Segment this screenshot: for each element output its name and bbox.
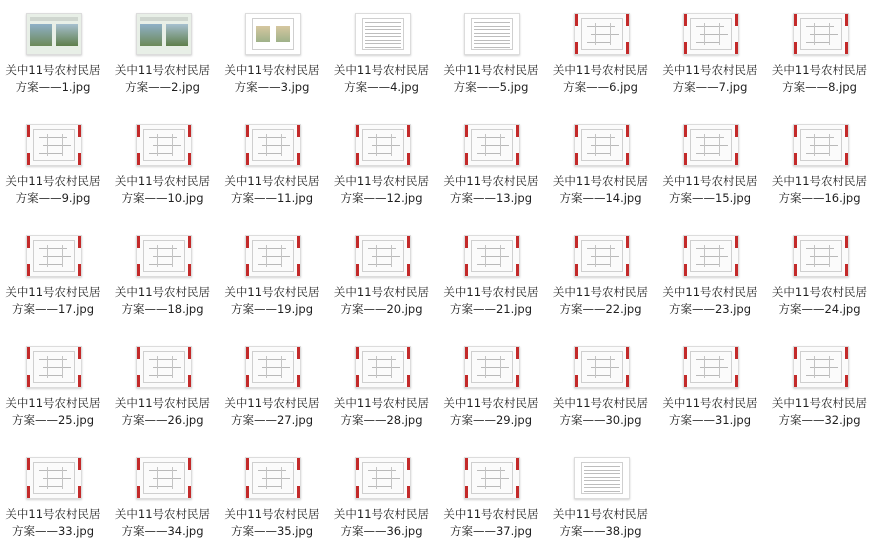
file-thumbnail-icon: [355, 346, 411, 388]
file-name-line2: 方案——30.jpg: [559, 413, 642, 427]
file-name-line2: 方案——23.jpg: [668, 302, 752, 316]
file-name-line1: 关中11号农村民居: [224, 63, 320, 77]
file-thumbnail-icon: [464, 457, 520, 499]
file-thumbnail-icon: [26, 124, 82, 166]
file-name-line2: 方案——10.jpg: [121, 191, 204, 205]
file-name-line2: 方案——9.jpg: [15, 191, 91, 205]
file-name-label: [220, 173, 324, 207]
file-name-label: [549, 506, 653, 540]
file-thumbnail-icon: [683, 346, 739, 388]
file-thumbnail-icon: [574, 235, 630, 277]
file-name-line1: 关中11号农村民居: [771, 174, 868, 188]
file-name-label: [1, 395, 105, 429]
file-item[interactable]: [111, 116, 215, 226]
file-item[interactable]: [1, 116, 105, 226]
file-name-line1: 关中11号农村民居: [5, 63, 101, 77]
file-thumbnail-icon: [355, 457, 411, 499]
file-item[interactable]: [658, 5, 762, 115]
file-thumbnail-icon: [136, 346, 192, 388]
file-name-label: [658, 62, 762, 96]
file-name-line1: 关中11号农村民居: [5, 174, 101, 188]
file-name-label: [1, 173, 105, 207]
file-item[interactable]: [439, 116, 543, 226]
file-name-label: [658, 395, 762, 429]
file-name-line1: 关中11号农村民居: [5, 507, 101, 521]
file-name-line1: 关中11号农村民居: [114, 285, 211, 299]
file-name-label: [658, 284, 762, 318]
file-name-line2: 方案——28.jpg: [340, 413, 423, 427]
file-thumbnail-icon: [793, 124, 849, 166]
file-item[interactable]: [439, 227, 543, 337]
file-item[interactable]: [220, 116, 324, 226]
file-item[interactable]: [111, 338, 215, 448]
file-name-label: [220, 395, 324, 429]
file-thumbnail-icon: [245, 346, 301, 388]
file-name-label: [111, 284, 215, 318]
file-item[interactable]: [658, 338, 762, 448]
file-name-line1: 关中11号农村民居: [224, 507, 320, 521]
file-item[interactable]: [549, 449, 653, 559]
file-name-label: [439, 506, 543, 540]
file-item[interactable]: [439, 338, 543, 448]
file-name-label: [111, 506, 215, 540]
file-thumbnail-icon: [245, 457, 301, 499]
file-name-label: [330, 506, 434, 540]
file-thumbnail-icon: [574, 13, 630, 55]
file-name-line2: 方案——8.jpg: [782, 80, 857, 94]
file-name-line1: 关中11号农村民居: [5, 285, 101, 299]
file-name-line2: 方案——26.jpg: [121, 413, 204, 427]
file-name-label: [549, 395, 653, 429]
file-thumbnail-icon: [683, 124, 739, 166]
file-name-line1: 关中11号农村民居: [662, 63, 758, 77]
file-name-line2: 方案——5.jpg: [453, 80, 529, 94]
file-item[interactable]: [330, 5, 434, 115]
file-name-line1: 关中11号农村民居: [333, 63, 430, 77]
file-name-label: [439, 173, 543, 207]
file-name-label: [330, 284, 434, 318]
file-name-line1: 关中11号农村民居: [333, 507, 430, 521]
file-thumbnail-icon: [793, 235, 849, 277]
file-thumbnail-icon: [355, 124, 411, 166]
file-item[interactable]: [220, 5, 324, 115]
file-name-line2: 方案——18.jpg: [121, 302, 204, 316]
file-name-line2: 方案——37.jpg: [449, 524, 533, 538]
file-name-line2: 方案——4.jpg: [344, 80, 419, 94]
file-name-line1: 关中11号农村民居: [443, 396, 539, 410]
file-item[interactable]: [549, 5, 653, 115]
file-item[interactable]: [549, 227, 653, 337]
file-name-line2: 方案——21.jpg: [449, 302, 533, 316]
file-thumbnail-icon: [793, 13, 849, 55]
file-name-line2: 方案——20.jpg: [340, 302, 423, 316]
file-name-label: [111, 173, 215, 207]
file-name-label: [220, 284, 324, 318]
file-name-line2: 方案——3.jpg: [234, 80, 310, 94]
file-name-line1: 关中11号农村民居: [114, 174, 211, 188]
file-name-line2: 方案——29.jpg: [449, 413, 533, 427]
file-name-label: [439, 284, 543, 318]
file-item[interactable]: [220, 449, 324, 559]
file-item[interactable]: [220, 338, 324, 448]
file-name-label: [768, 284, 872, 318]
file-name-line1: 关中11号农村民居: [114, 63, 211, 77]
file-name-line2: 方案——12.jpg: [340, 191, 423, 205]
file-item[interactable]: [768, 338, 872, 448]
file-item[interactable]: [1, 227, 105, 337]
file-thumbnail-icon: [574, 457, 630, 499]
file-name-label: [220, 506, 324, 540]
file-item[interactable]: [330, 227, 434, 337]
file-item[interactable]: [439, 449, 543, 559]
file-name-label: [1, 284, 105, 318]
file-name-line1: 关中11号农村民居: [443, 285, 539, 299]
file-name-line2: 方案——1.jpg: [15, 80, 91, 94]
file-name-line2: 方案——22.jpg: [559, 302, 642, 316]
file-name-line1: 关中11号农村民居: [443, 174, 539, 188]
file-item[interactable]: [220, 227, 324, 337]
file-thumbnail-icon: [245, 124, 301, 166]
file-thumbnail-icon: [136, 13, 192, 55]
file-name-line2: 方案——11.jpg: [230, 191, 314, 205]
file-item[interactable]: [1, 338, 105, 448]
file-item[interactable]: [111, 227, 215, 337]
file-item[interactable]: [768, 5, 872, 115]
file-item[interactable]: [658, 227, 762, 337]
file-name-line2: 方案——16.jpg: [778, 191, 861, 205]
file-thumbnail-icon: [136, 124, 192, 166]
file-item[interactable]: [439, 5, 543, 115]
file-name-label: [1, 62, 105, 96]
file-name-line1: 关中11号农村民居: [552, 396, 649, 410]
file-item[interactable]: [1, 5, 105, 115]
file-name-line1: 关中11号农村民居: [333, 396, 430, 410]
file-item[interactable]: [330, 338, 434, 448]
file-name-line1: 关中11号农村民居: [771, 63, 868, 77]
file-name-line1: 关中11号农村民居: [552, 63, 649, 77]
file-thumbnail-icon: [245, 13, 301, 55]
file-name-line2: 方案——14.jpg: [559, 191, 642, 205]
file-item[interactable]: [330, 449, 434, 559]
file-name-line2: 方案——35.jpg: [230, 524, 314, 538]
file-name-line1: 关中11号农村民居: [552, 507, 649, 521]
file-name-line1: 关中11号农村民居: [662, 396, 758, 410]
file-name-line1: 关中11号农村民居: [552, 285, 649, 299]
file-item[interactable]: [1, 449, 105, 559]
file-thumbnail-icon: [793, 346, 849, 388]
file-name-label: [768, 173, 872, 207]
file-name-line1: 关中11号农村民居: [224, 174, 320, 188]
file-name-label: [111, 395, 215, 429]
file-name-line1: 关中11号农村民居: [333, 174, 430, 188]
file-item[interactable]: [111, 449, 215, 559]
file-item[interactable]: [330, 116, 434, 226]
file-thumbnail-icon: [26, 346, 82, 388]
file-item[interactable]: [549, 116, 653, 226]
file-thumbnail-icon: [574, 346, 630, 388]
file-name-line1: 关中11号农村民居: [5, 396, 101, 410]
file-name-label: [768, 395, 872, 429]
file-name-line2: 方案——27.jpg: [230, 413, 314, 427]
file-name-line1: 关中11号农村民居: [443, 507, 539, 521]
file-name-line1: 关中11号农村民居: [443, 63, 539, 77]
file-item[interactable]: [768, 227, 872, 337]
file-name-line2: 方案——24.jpg: [778, 302, 861, 316]
file-name-label: [549, 62, 653, 96]
file-thumbnail-icon: [355, 235, 411, 277]
file-name-label: [549, 284, 653, 318]
file-name-label: [768, 62, 872, 96]
file-item[interactable]: [768, 116, 872, 226]
file-name-line1: 关中11号农村民居: [224, 285, 320, 299]
file-thumbnail-icon: [26, 13, 82, 55]
file-name-line2: 方案——36.jpg: [340, 524, 423, 538]
file-thumbnail-icon: [683, 13, 739, 55]
file-name-line1: 关中11号农村民居: [771, 396, 868, 410]
file-name-line1: 关中11号农村民居: [552, 174, 649, 188]
file-thumbnail-icon: [355, 13, 411, 55]
file-name-label: [330, 395, 434, 429]
file-name-label: [111, 62, 215, 96]
file-thumbnail-icon: [26, 457, 82, 499]
file-thumbnail-icon: [136, 457, 192, 499]
file-thumbnail-icon: [464, 124, 520, 166]
file-item[interactable]: [111, 5, 215, 115]
file-name-line1: 关中11号农村民居: [224, 396, 320, 410]
file-thumbnail-icon: [464, 235, 520, 277]
file-thumbnail-icon: [683, 235, 739, 277]
file-name-line1: 关中11号农村民居: [114, 507, 211, 521]
file-name-line2: 方案——17.jpg: [11, 302, 95, 316]
file-name-label: [439, 395, 543, 429]
file-name-line2: 方案——33.jpg: [11, 524, 95, 538]
file-item[interactable]: [658, 116, 762, 226]
file-name-line2: 方案——15.jpg: [668, 191, 752, 205]
file-name-line1: 关中11号农村民居: [662, 174, 758, 188]
file-name-line2: 方案——7.jpg: [672, 80, 748, 94]
file-item[interactable]: [549, 338, 653, 448]
file-thumbnail-icon: [464, 346, 520, 388]
file-name-label: [330, 62, 434, 96]
file-name-line2: 方案——32.jpg: [778, 413, 861, 427]
file-name-line2: 方案——2.jpg: [125, 80, 200, 94]
file-name-line2: 方案——25.jpg: [11, 413, 95, 427]
file-name-label: [1, 506, 105, 540]
file-thumbnail-icon: [464, 13, 520, 55]
file-name-line2: 方案——13.jpg: [449, 191, 533, 205]
file-name-line2: 方案——19.jpg: [230, 302, 314, 316]
file-thumbnail-icon: [245, 235, 301, 277]
file-thumbnail-icon: [26, 235, 82, 277]
file-name-label: [549, 173, 653, 207]
file-name-line2: 方案——34.jpg: [121, 524, 204, 538]
file-name-line2: 方案——38.jpg: [559, 524, 642, 538]
file-name-line2: 方案——31.jpg: [668, 413, 752, 427]
file-name-label: [658, 173, 762, 207]
file-name-label: [220, 62, 324, 96]
file-thumbnail-icon: [574, 124, 630, 166]
file-name-line1: 关中11号农村民居: [771, 285, 868, 299]
file-thumbnail-icon: [136, 235, 192, 277]
file-name-line1: 关中11号农村民居: [333, 285, 430, 299]
file-name-label: [330, 173, 434, 207]
file-name-line1: 关中11号农村民居: [114, 396, 211, 410]
file-name-line1: 关中11号农村民居: [662, 285, 758, 299]
file-name-label: [439, 62, 543, 96]
file-name-line2: 方案——6.jpg: [563, 80, 638, 94]
